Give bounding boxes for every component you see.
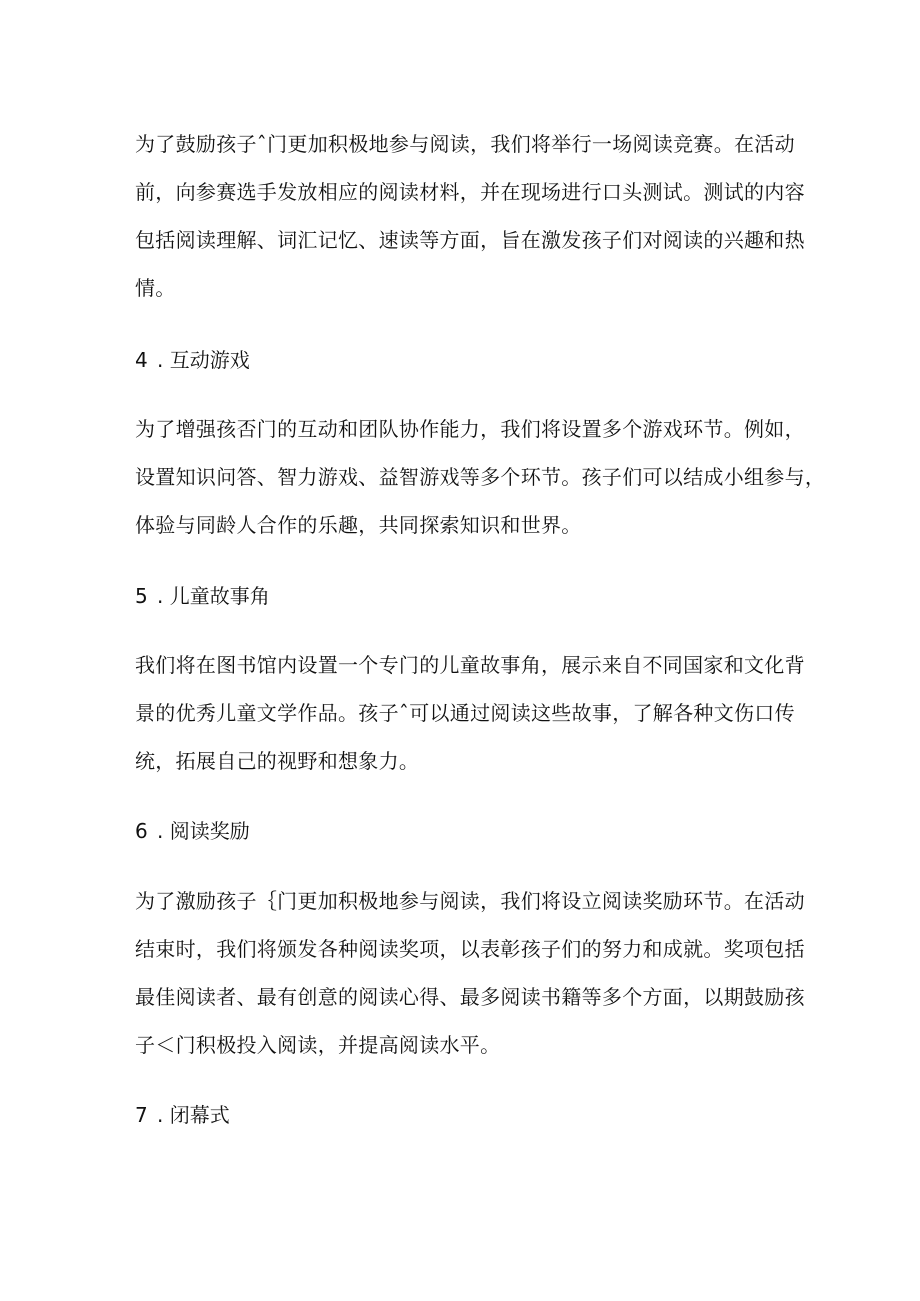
section-heading-closing-ceremony (135, 1095, 230, 1135)
text-line: 前，向参赛选手发放相应的阅读材料，并在现场进行口头测试。测试的内容 (135, 180, 805, 204)
section-heading-reading-rewards (135, 811, 250, 851)
text-line: 为了鼓励孩子ˆ门更加积极地参与阅读，我们将举行一场阅读竞赛。在活动 (135, 132, 795, 156)
section-number: 5 (135, 584, 148, 608)
section-title: . 互动游戏 (157, 348, 250, 372)
paragraph-story-corner (135, 641, 815, 785)
section-title: . 阅读奖励 (157, 819, 250, 843)
text-line: 包括阅读理解、词汇记忆、速读等方面，旨在激发孩子们对阅读的兴趣和热 (135, 228, 805, 252)
section-number: 6 (135, 819, 148, 843)
text-line: 设置知识问答、智力游戏、益智游戏等多个环节。孩子们可以结成小组参与， (135, 465, 826, 489)
section-heading-interactive-games (135, 340, 250, 380)
text-line: 体验与同龄人合作的乐趣，共同探索知识和世界。 (135, 513, 582, 537)
section-number: 4 (135, 348, 148, 372)
text-line: 情。 (135, 276, 176, 300)
paragraph-reading-competition (135, 120, 815, 312)
text-line: 为了激励孩子｛门更加积极地参与阅读，我们将设立阅读奖励环节。在活动 (135, 889, 805, 913)
section-title: . 闭幕式 (157, 1103, 230, 1127)
section-number: 7 (135, 1103, 148, 1127)
section-heading-story-corner (135, 576, 270, 616)
text-line: 为了增强孩否门的互动和团队协作能力，我们将设置多个游戏环节。例如， (135, 417, 805, 441)
text-line: 我们将在图书馆内设置一个专门的儿童故事角，展示来自不同国家和文化背 (135, 653, 805, 677)
text-line: 统，拓展自己的视野和想象力。 (135, 749, 420, 773)
text-line: 最佳阅读者、最有创意的阅读心得、最多阅读书籍等多个方面，以期鼓励孩 (135, 985, 805, 1009)
paragraph-reading-rewards (135, 877, 815, 1069)
section-title: . 儿童故事角 (157, 584, 270, 608)
text-line: 子＜门积极投入阅读，并提高阅读水平。 (135, 1033, 501, 1057)
text-line: 景的优秀儿童文学作品。孩子ˆ可以通过阅读这些故事，了解各种文伤口传 (135, 701, 795, 725)
paragraph-interactive-games (135, 405, 826, 549)
text-line: 结束时，我们将颁发各种阅读奖项，以表彰孩子们的努力和成就。奖项包括 (135, 937, 805, 961)
